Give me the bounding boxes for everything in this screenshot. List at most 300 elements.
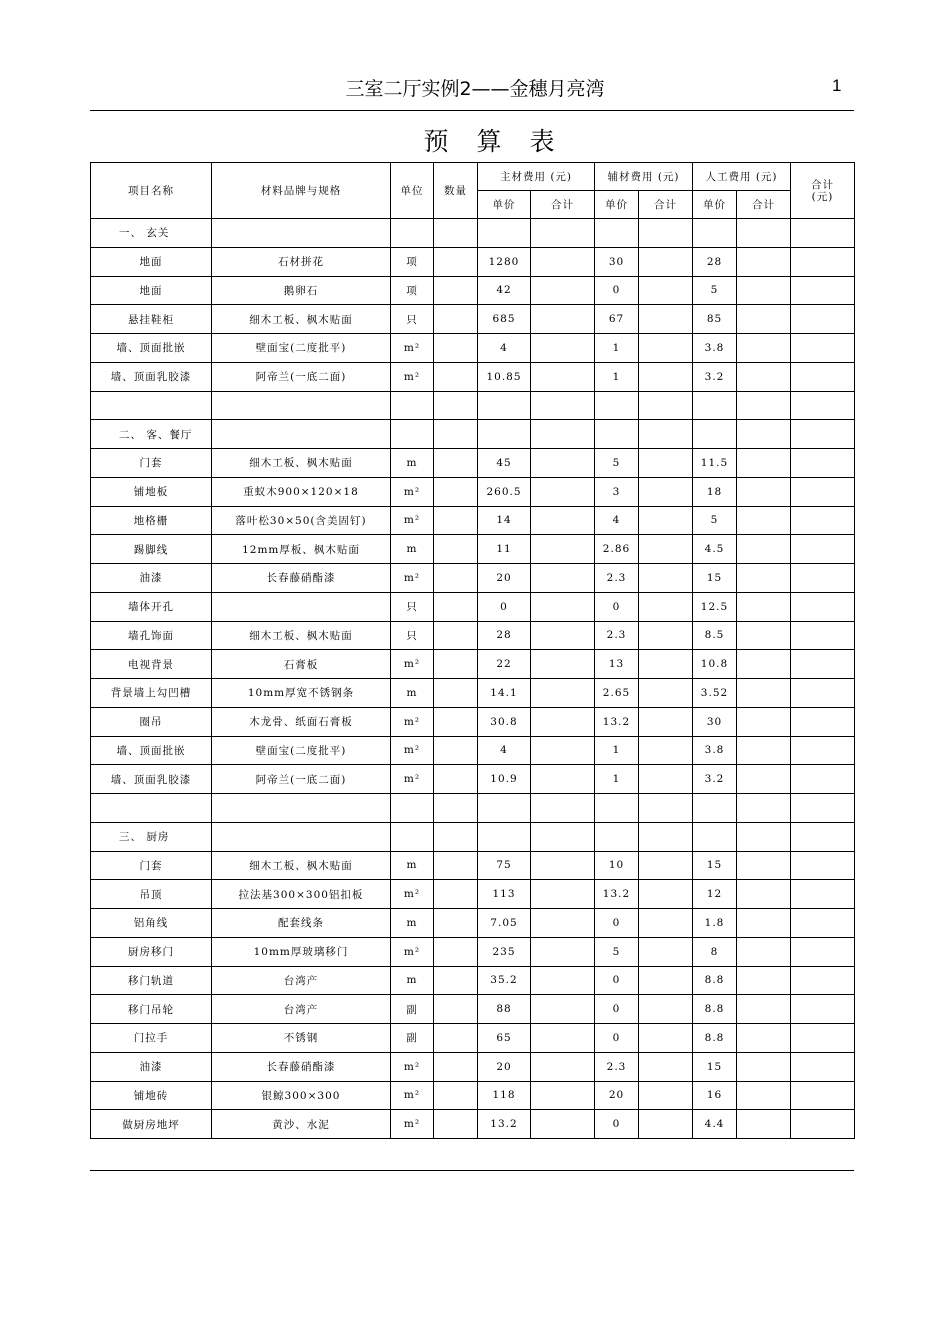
quantity — [434, 564, 478, 593]
quantity — [434, 535, 478, 564]
item-name: 墙孔饰面 — [91, 621, 212, 650]
unit: m² — [391, 736, 434, 765]
header-total — [791, 163, 855, 219]
main-subtotal — [531, 679, 595, 708]
labor-subtotal — [737, 592, 791, 621]
header-quantity: 数量 — [434, 163, 478, 219]
table-row — [91, 535, 855, 564]
item-name: 墙、顶面乳胶漆 — [91, 362, 212, 391]
main-unit-price: 235 — [478, 937, 531, 966]
aux-unit-price: 2.65 — [595, 679, 639, 708]
table-row — [91, 621, 855, 650]
main-subtotal — [531, 1024, 595, 1053]
main-unit-price: 88 — [478, 995, 531, 1024]
empty-cell — [737, 219, 791, 248]
labor-unit-price: 11.5 — [693, 449, 737, 478]
section-row — [91, 822, 855, 851]
labor-subtotal — [737, 937, 791, 966]
labor-unit-price: 3.8 — [693, 736, 737, 765]
labor-subtotal — [737, 334, 791, 363]
header-main-cost: 主材费用 (元) — [478, 163, 595, 191]
main-unit-price: 4 — [478, 736, 531, 765]
material-spec: 落叶松30×50(含美固钉) — [212, 506, 391, 535]
labor-unit-price: 15 — [693, 1052, 737, 1081]
material-spec: 12mm厚板、枫木贴面 — [212, 535, 391, 564]
quantity — [434, 334, 478, 363]
row-total — [791, 305, 855, 334]
aux-unit-price: 0 — [595, 1110, 639, 1139]
material-spec: 拉法基300×300铝扣板 — [212, 880, 391, 909]
labor-subtotal — [737, 276, 791, 305]
quantity — [434, 909, 478, 938]
aux-unit-price: 0 — [595, 592, 639, 621]
item-name: 铺地砖 — [91, 1081, 212, 1110]
empty-cell — [478, 794, 531, 823]
labor-subtotal — [737, 506, 791, 535]
row-total — [791, 449, 855, 478]
aux-unit-price: 0 — [595, 1024, 639, 1053]
aux-unit-price: 0 — [595, 909, 639, 938]
labor-subtotal — [737, 362, 791, 391]
empty-cell — [639, 822, 693, 851]
main-unit-price: 20 — [478, 1052, 531, 1081]
main-subtotal — [531, 305, 595, 334]
main-unit-price: 118 — [478, 1081, 531, 1110]
unit: m — [391, 966, 434, 995]
main-subtotal — [531, 880, 595, 909]
empty-cell — [791, 794, 855, 823]
empty-cell — [639, 219, 693, 248]
labor-unit-price: 4.5 — [693, 535, 737, 564]
main-subtotal — [531, 995, 595, 1024]
table-row — [91, 707, 855, 736]
main-unit-price: 10.85 — [478, 362, 531, 391]
table-row — [91, 362, 855, 391]
table-row — [91, 650, 855, 679]
empty-cell — [595, 794, 639, 823]
material-spec: 阿帝兰(一底二面) — [212, 765, 391, 794]
main-subtotal — [531, 449, 595, 478]
labor-unit-price: 4.4 — [693, 1110, 737, 1139]
page-number: 1 — [832, 76, 842, 95]
material-spec: 细木工板、枫木贴面 — [212, 449, 391, 478]
labor-unit-price: 15 — [693, 564, 737, 593]
empty-cell — [639, 391, 693, 420]
aux-unit-price: 3 — [595, 477, 639, 506]
row-total — [791, 909, 855, 938]
main-unit-price: 10.9 — [478, 765, 531, 794]
material-spec: 壁面宝(二度批平) — [212, 334, 391, 363]
table-row — [91, 880, 855, 909]
empty-cell — [595, 219, 639, 248]
empty-cell — [478, 420, 531, 449]
row-total — [791, 621, 855, 650]
row-total — [791, 1024, 855, 1053]
section-row — [91, 420, 855, 449]
main-unit-price: 45 — [478, 449, 531, 478]
aux-subtotal — [639, 449, 693, 478]
aux-unit-price: 5 — [595, 449, 639, 478]
item-name: 圈吊 — [91, 707, 212, 736]
row-total — [791, 592, 855, 621]
aux-unit-price: 0 — [595, 966, 639, 995]
row-total — [791, 506, 855, 535]
material-spec: 配套线条 — [212, 909, 391, 938]
quantity — [434, 679, 478, 708]
quantity — [434, 1110, 478, 1139]
labor-subtotal — [737, 736, 791, 765]
labor-unit-price: 16 — [693, 1081, 737, 1110]
main-subtotal — [531, 937, 595, 966]
labor-unit-price: 12.5 — [693, 592, 737, 621]
aux-unit-price: 2.3 — [595, 564, 639, 593]
row-total — [791, 851, 855, 880]
table-row — [91, 1052, 855, 1081]
main-unit-price: 260.5 — [478, 477, 531, 506]
aux-subtotal — [639, 851, 693, 880]
material-spec: 石膏板 — [212, 650, 391, 679]
main-subtotal — [531, 621, 595, 650]
row-total — [791, 477, 855, 506]
table-row — [91, 592, 855, 621]
labor-subtotal — [737, 449, 791, 478]
table-row — [91, 506, 855, 535]
empty-cell — [737, 391, 791, 420]
main-subtotal — [531, 1110, 595, 1139]
header-total-label: 合计 — [811, 178, 834, 191]
row-total — [791, 650, 855, 679]
main-unit-price: 20 — [478, 564, 531, 593]
item-name: 墙、顶面批嵌 — [91, 736, 212, 765]
row-total — [791, 247, 855, 276]
item-name: 墙、顶面乳胶漆 — [91, 765, 212, 794]
row-total — [791, 679, 855, 708]
main-subtotal — [531, 506, 595, 535]
empty-cell — [391, 391, 434, 420]
labor-unit-price: 5 — [693, 506, 737, 535]
row-total — [791, 880, 855, 909]
row-total — [791, 564, 855, 593]
item-name: 做厨房地坪 — [91, 1110, 212, 1139]
main-unit-price: 75 — [478, 851, 531, 880]
labor-subtotal — [737, 909, 791, 938]
material-spec: 鹅卵石 — [212, 276, 391, 305]
header-main-unit-price: 单价 — [478, 191, 531, 219]
row-total — [791, 334, 855, 363]
quantity — [434, 276, 478, 305]
row-total — [791, 966, 855, 995]
main-unit-price: 42 — [478, 276, 531, 305]
aux-subtotal — [639, 765, 693, 794]
main-subtotal — [531, 535, 595, 564]
quantity — [434, 1024, 478, 1053]
header-aux-cost: 辅材费用 (元) — [595, 163, 693, 191]
main-unit-price: 28 — [478, 621, 531, 650]
labor-subtotal — [737, 1024, 791, 1053]
empty-cell — [693, 420, 737, 449]
labor-subtotal — [737, 564, 791, 593]
material-spec: 壁面宝(二度批平) — [212, 736, 391, 765]
material-spec: 银鲸300×300 — [212, 1081, 391, 1110]
empty-cell — [531, 822, 595, 851]
main-unit-price: 1280 — [478, 247, 531, 276]
aux-subtotal — [639, 1024, 693, 1053]
item-name: 油漆 — [91, 1052, 212, 1081]
material-spec: 木龙骨、纸面石膏板 — [212, 707, 391, 736]
material-spec: 台湾产 — [212, 995, 391, 1024]
aux-subtotal — [639, 1052, 693, 1081]
row-total — [791, 1110, 855, 1139]
empty-cell — [595, 420, 639, 449]
quantity — [434, 477, 478, 506]
unit: m² — [391, 477, 434, 506]
unit: 项 — [391, 276, 434, 305]
table-row — [91, 564, 855, 593]
labor-subtotal — [737, 1052, 791, 1081]
main-subtotal — [531, 334, 595, 363]
unit: 只 — [391, 592, 434, 621]
aux-subtotal — [639, 880, 693, 909]
header-aux-subtotal: 合计 — [639, 191, 693, 219]
item-name: 踢脚线 — [91, 535, 212, 564]
aux-unit-price: 4 — [595, 506, 639, 535]
empty-cell — [737, 822, 791, 851]
aux-subtotal — [639, 477, 693, 506]
aux-subtotal — [639, 362, 693, 391]
main-subtotal — [531, 851, 595, 880]
quantity — [434, 1081, 478, 1110]
empty-cell — [212, 420, 391, 449]
labor-subtotal — [737, 1081, 791, 1110]
unit: m² — [391, 362, 434, 391]
main-unit-price: 685 — [478, 305, 531, 334]
header-labor-cost: 人工费用 (元) — [693, 163, 791, 191]
table-row — [91, 305, 855, 334]
main-subtotal — [531, 909, 595, 938]
unit: m — [391, 449, 434, 478]
main-subtotal — [531, 1052, 595, 1081]
quantity — [434, 650, 478, 679]
document-header-title: 三室二厅实例2——金穗月亮湾 — [345, 78, 605, 100]
header-divider — [90, 110, 854, 111]
unit: m — [391, 851, 434, 880]
empty-cell — [531, 794, 595, 823]
item-name: 悬挂鞋柜 — [91, 305, 212, 334]
quantity — [434, 880, 478, 909]
aux-unit-price: 13.2 — [595, 880, 639, 909]
unit: m² — [391, 1081, 434, 1110]
empty-cell — [391, 822, 434, 851]
row-total — [791, 535, 855, 564]
unit: m — [391, 535, 434, 564]
aux-unit-price: 13.2 — [595, 707, 639, 736]
table-row — [91, 1110, 855, 1139]
aux-unit-price: 30 — [595, 247, 639, 276]
aux-unit-price: 0 — [595, 995, 639, 1024]
labor-unit-price: 8.8 — [693, 966, 737, 995]
labor-unit-price: 10.8 — [693, 650, 737, 679]
labor-unit-price: 12 — [693, 880, 737, 909]
table-row — [91, 334, 855, 363]
material-spec — [212, 592, 391, 621]
main-subtotal — [531, 736, 595, 765]
table-row — [91, 679, 855, 708]
row-total — [791, 362, 855, 391]
empty-cell — [434, 391, 478, 420]
empty-cell — [391, 219, 434, 248]
material-spec: 10mm厚宽不锈钢条 — [212, 679, 391, 708]
aux-subtotal — [639, 535, 693, 564]
aux-subtotal — [639, 592, 693, 621]
table-body — [91, 219, 855, 1139]
aux-subtotal — [639, 1110, 693, 1139]
empty-cell — [212, 794, 391, 823]
labor-subtotal — [737, 621, 791, 650]
labor-unit-price: 8.8 — [693, 995, 737, 1024]
main-unit-price: 65 — [478, 1024, 531, 1053]
unit: m² — [391, 880, 434, 909]
labor-unit-price: 18 — [693, 477, 737, 506]
material-spec: 细木工板、枫木贴面 — [212, 621, 391, 650]
table-row — [91, 1081, 855, 1110]
empty-cell — [478, 219, 531, 248]
table-row — [91, 449, 855, 478]
empty-cell — [639, 420, 693, 449]
unit: 副 — [391, 1024, 434, 1053]
labor-subtotal — [737, 535, 791, 564]
header-total-unit: (元) — [811, 190, 834, 203]
item-name: 吊顶 — [91, 880, 212, 909]
item-name: 地格栅 — [91, 506, 212, 535]
quantity — [434, 966, 478, 995]
unit: 只 — [391, 305, 434, 334]
item-name: 门套 — [91, 449, 212, 478]
aux-subtotal — [639, 650, 693, 679]
aux-subtotal — [639, 909, 693, 938]
row-total — [791, 276, 855, 305]
empty-cell — [737, 420, 791, 449]
item-name: 门拉手 — [91, 1024, 212, 1053]
quantity — [434, 247, 478, 276]
empty-cell — [791, 391, 855, 420]
item-name: 地面 — [91, 247, 212, 276]
section-title: 三、 厨房 — [91, 822, 212, 851]
header-main-subtotal: 合计 — [531, 191, 595, 219]
item-name: 移门吊轮 — [91, 995, 212, 1024]
labor-unit-price: 8.8 — [693, 1024, 737, 1053]
empty-cell — [434, 822, 478, 851]
quantity — [434, 621, 478, 650]
header-labor-unit-price: 单价 — [693, 191, 737, 219]
aux-subtotal — [639, 679, 693, 708]
main-unit-price: 13.2 — [478, 1110, 531, 1139]
item-name: 铺地板 — [91, 477, 212, 506]
quantity — [434, 707, 478, 736]
main-subtotal — [531, 592, 595, 621]
row-total — [791, 1052, 855, 1081]
unit: m² — [391, 564, 434, 593]
aux-subtotal — [639, 247, 693, 276]
main-unit-price: 4 — [478, 334, 531, 363]
unit: m² — [391, 506, 434, 535]
row-total — [791, 736, 855, 765]
header-item-name: 项目名称 — [91, 163, 212, 219]
empty-cell — [391, 420, 434, 449]
aux-subtotal — [639, 564, 693, 593]
table-row — [91, 937, 855, 966]
labor-unit-price: 3.52 — [693, 679, 737, 708]
item-name: 门套 — [91, 851, 212, 880]
aux-unit-price: 10 — [595, 851, 639, 880]
labor-unit-price: 30 — [693, 707, 737, 736]
labor-subtotal — [737, 477, 791, 506]
header-material-spec: 材料品牌与规格 — [212, 163, 391, 219]
table-row — [91, 851, 855, 880]
aux-subtotal — [639, 1081, 693, 1110]
row-total — [791, 995, 855, 1024]
empty-cell — [391, 794, 434, 823]
empty-cell — [639, 794, 693, 823]
empty-cell — [91, 794, 212, 823]
item-name: 背景墙上勾凹槽 — [91, 679, 212, 708]
material-spec: 10mm厚玻璃移门 — [212, 937, 391, 966]
row-total — [791, 707, 855, 736]
main-subtotal — [531, 966, 595, 995]
empty-cell — [434, 420, 478, 449]
main-subtotal — [531, 1081, 595, 1110]
section-title: 二、 客、餐厅 — [91, 420, 212, 449]
unit: m² — [391, 765, 434, 794]
material-spec: 阿帝兰(一底二面) — [212, 362, 391, 391]
material-spec: 长春藤硝酯漆 — [212, 564, 391, 593]
table-row — [91, 765, 855, 794]
unit: m² — [391, 937, 434, 966]
main-unit-price: 35.2 — [478, 966, 531, 995]
aux-subtotal — [639, 995, 693, 1024]
main-unit-price: 113 — [478, 880, 531, 909]
empty-cell — [478, 822, 531, 851]
aux-unit-price: 2.3 — [595, 621, 639, 650]
header-aux-unit-price: 单价 — [595, 191, 639, 219]
header-unit: 单位 — [391, 163, 434, 219]
table-row — [91, 247, 855, 276]
aux-subtotal — [639, 707, 693, 736]
material-spec: 石材拼花 — [212, 247, 391, 276]
main-unit-price: 30.8 — [478, 707, 531, 736]
row-total — [791, 1081, 855, 1110]
blank-row — [91, 794, 855, 823]
empty-cell — [212, 219, 391, 248]
material-spec: 不锈钢 — [212, 1024, 391, 1053]
aux-unit-price: 2.86 — [595, 535, 639, 564]
aux-unit-price: 2.3 — [595, 1052, 639, 1081]
empty-cell — [693, 822, 737, 851]
table-row — [91, 966, 855, 995]
quantity — [434, 362, 478, 391]
aux-unit-price: 0 — [595, 276, 639, 305]
aux-subtotal — [639, 621, 693, 650]
item-name: 油漆 — [91, 564, 212, 593]
empty-cell — [212, 391, 391, 420]
table-row — [91, 736, 855, 765]
main-subtotal — [531, 477, 595, 506]
labor-subtotal — [737, 707, 791, 736]
aux-unit-price: 20 — [595, 1081, 639, 1110]
empty-cell — [737, 794, 791, 823]
aux-subtotal — [639, 736, 693, 765]
quantity — [434, 736, 478, 765]
labor-unit-price: 8 — [693, 937, 737, 966]
